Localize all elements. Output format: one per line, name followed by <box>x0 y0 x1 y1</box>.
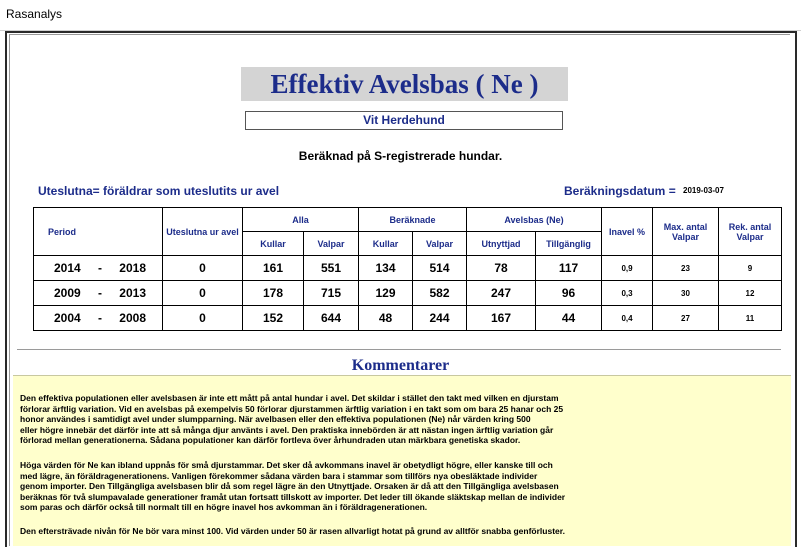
header-calc-litters: Kullar <box>359 232 413 256</box>
rec-puppies-cell: 11 <box>719 306 782 331</box>
all-litters-cell: 161 <box>243 256 304 281</box>
comment-paragraph-3: Den eftersträvade nivån för Ne bör vara minst 100. Vid värden under 50 är rasen allvarligt hotat på grund av alltför snabba genförluster. <box>20 526 565 536</box>
header-inbreeding: Inavel % <box>602 208 653 256</box>
excluded-note: Uteslutna= föräldrar som uteslutits ur avel <box>38 184 280 198</box>
comment-paragraph-2: Höga värden för Ne kan ibland uppnås för små djurstammar. Det sker då avkommans inavel är obetydligt högre, eller kanske till och med lägre, än föräldragenerationens. Vanligen förekommer sådana värden bara i stammar som tillförs nya obesläktade individer genom importer. Den Tillgängliga avelsbasen blir då som regel lägre än den Utnyttjade. Orsaken är då att den Tillgängliga avelsbasen beräknas för två slumpavalade generationer framåt utan fortsatt tillskott av importer. Det leder till ökande släktskap mellan de individer som paras och därför också till normalt till en högre inavel hos avkomman än i föräldragenerationen. <box>20 460 566 512</box>
available-cell: 96 <box>536 281 602 306</box>
max-puppies-cell: 23 <box>653 256 719 281</box>
calc-litters-cell: 134 <box>359 256 413 281</box>
header-rec-puppies: Rek. antal Valpar <box>719 208 782 256</box>
calc-date-value: 2019-03-07 <box>683 186 724 195</box>
subtitle: Beräknad på S-registrerade hundar. <box>298 149 503 163</box>
calc-litters-cell: 48 <box>359 306 413 331</box>
table-header-row <box>34 208 782 232</box>
period-dash: - <box>98 286 102 300</box>
calc-puppies-cell: 244 <box>413 306 467 331</box>
all-litters-cell: 178 <box>243 281 304 306</box>
header-period: Period <box>34 208 163 256</box>
header-all-litters: Kullar <box>243 232 304 256</box>
table-row <box>34 306 782 331</box>
header-excluded: Uteslutna ur avel <box>163 208 243 256</box>
header-all: Alla <box>243 208 359 232</box>
rec-puppies-cell: 9 <box>719 256 782 281</box>
all-puppies-cell: 644 <box>304 306 359 331</box>
available-cell: 117 <box>536 256 602 281</box>
breeding-base-table <box>33 207 782 331</box>
header-calculated: Beräknade <box>359 208 467 232</box>
available-cell: 44 <box>536 306 602 331</box>
used-cell: 167 <box>467 306 536 331</box>
rec-puppies-cell: 12 <box>719 281 782 306</box>
period-cell <box>34 281 163 306</box>
header-available: Tillgänglig <box>536 232 602 256</box>
window-title: Rasanalys <box>6 7 63 21</box>
header-used: Utnyttjad <box>467 232 536 256</box>
report-title-box <box>241 67 568 101</box>
used-cell: 247 <box>467 281 536 306</box>
calc-puppies-cell: 582 <box>413 281 467 306</box>
inbreeding-cell: 0,9 <box>602 256 653 281</box>
period-from: 2014 <box>54 261 81 275</box>
period-cell <box>34 256 163 281</box>
excluded-cell: 0 <box>163 281 243 306</box>
period-dash: - <box>98 311 102 325</box>
used-cell: 78 <box>467 256 536 281</box>
page-title: Effektiv Avelsbas ( Ne ) <box>270 69 539 99</box>
all-puppies-cell: 715 <box>304 281 359 306</box>
calc-litters-cell: 129 <box>359 281 413 306</box>
header-all-puppies: Valpar <box>304 232 359 256</box>
table-row <box>34 256 782 281</box>
period-to: 2013 <box>119 286 146 300</box>
inbreeding-cell: 0,3 <box>602 281 653 306</box>
all-puppies-cell: 551 <box>304 256 359 281</box>
excluded-cell: 0 <box>163 256 243 281</box>
max-puppies-cell: 30 <box>653 281 719 306</box>
period-dash: - <box>98 261 102 275</box>
window-titlebar <box>0 0 801 31</box>
period-to: 2008 <box>119 311 146 325</box>
breed-name-field: Vit Herdehund <box>245 111 563 130</box>
period-from: 2004 <box>54 311 81 325</box>
all-litters-cell: 152 <box>243 306 304 331</box>
comment-paragraph-1: Den effektiva populationen eller avelsbasen är inte ett mått på antal hundar i avel. Det skildar i stället den takt med vilken en djurstam förlorar ärftlig variation. Vid en avelsbas på exempelvis 50 förlorar djurstammen ärftlig variation i en takt som om bara 25 hanar och 25 honor användes i samtidigt avel under slumpparning. När avelbasen eller den effektiva populationen (Ne) når värden kring 500 eller högre innebär det därför inte att så många djur använts i avel. Den praktiska innebörden är att nästan ingen ärftlig variation går förlorad mellan generationerna. Sådana populationer kan därför fortleva över århundraden utan märkbara genetiska skador. <box>20 393 564 445</box>
period-to: 2018 <box>119 261 146 275</box>
calc-date-label: Beräkningsdatum = <box>564 184 676 198</box>
header-max-puppies: Max. antal Valpar <box>653 208 719 256</box>
comments-heading: Kommentarer <box>351 357 450 374</box>
header-breeding-base: Avelsbas (Ne) <box>467 208 602 232</box>
excluded-cell: 0 <box>163 306 243 331</box>
section-divider <box>17 349 781 350</box>
calc-puppies-cell: 514 <box>413 256 467 281</box>
period-cell <box>34 306 163 331</box>
inbreeding-cell: 0,4 <box>602 306 653 331</box>
table-row <box>34 281 782 306</box>
max-puppies-cell: 27 <box>653 306 719 331</box>
period-from: 2009 <box>54 286 81 300</box>
header-calc-puppies: Valpar <box>413 232 467 256</box>
